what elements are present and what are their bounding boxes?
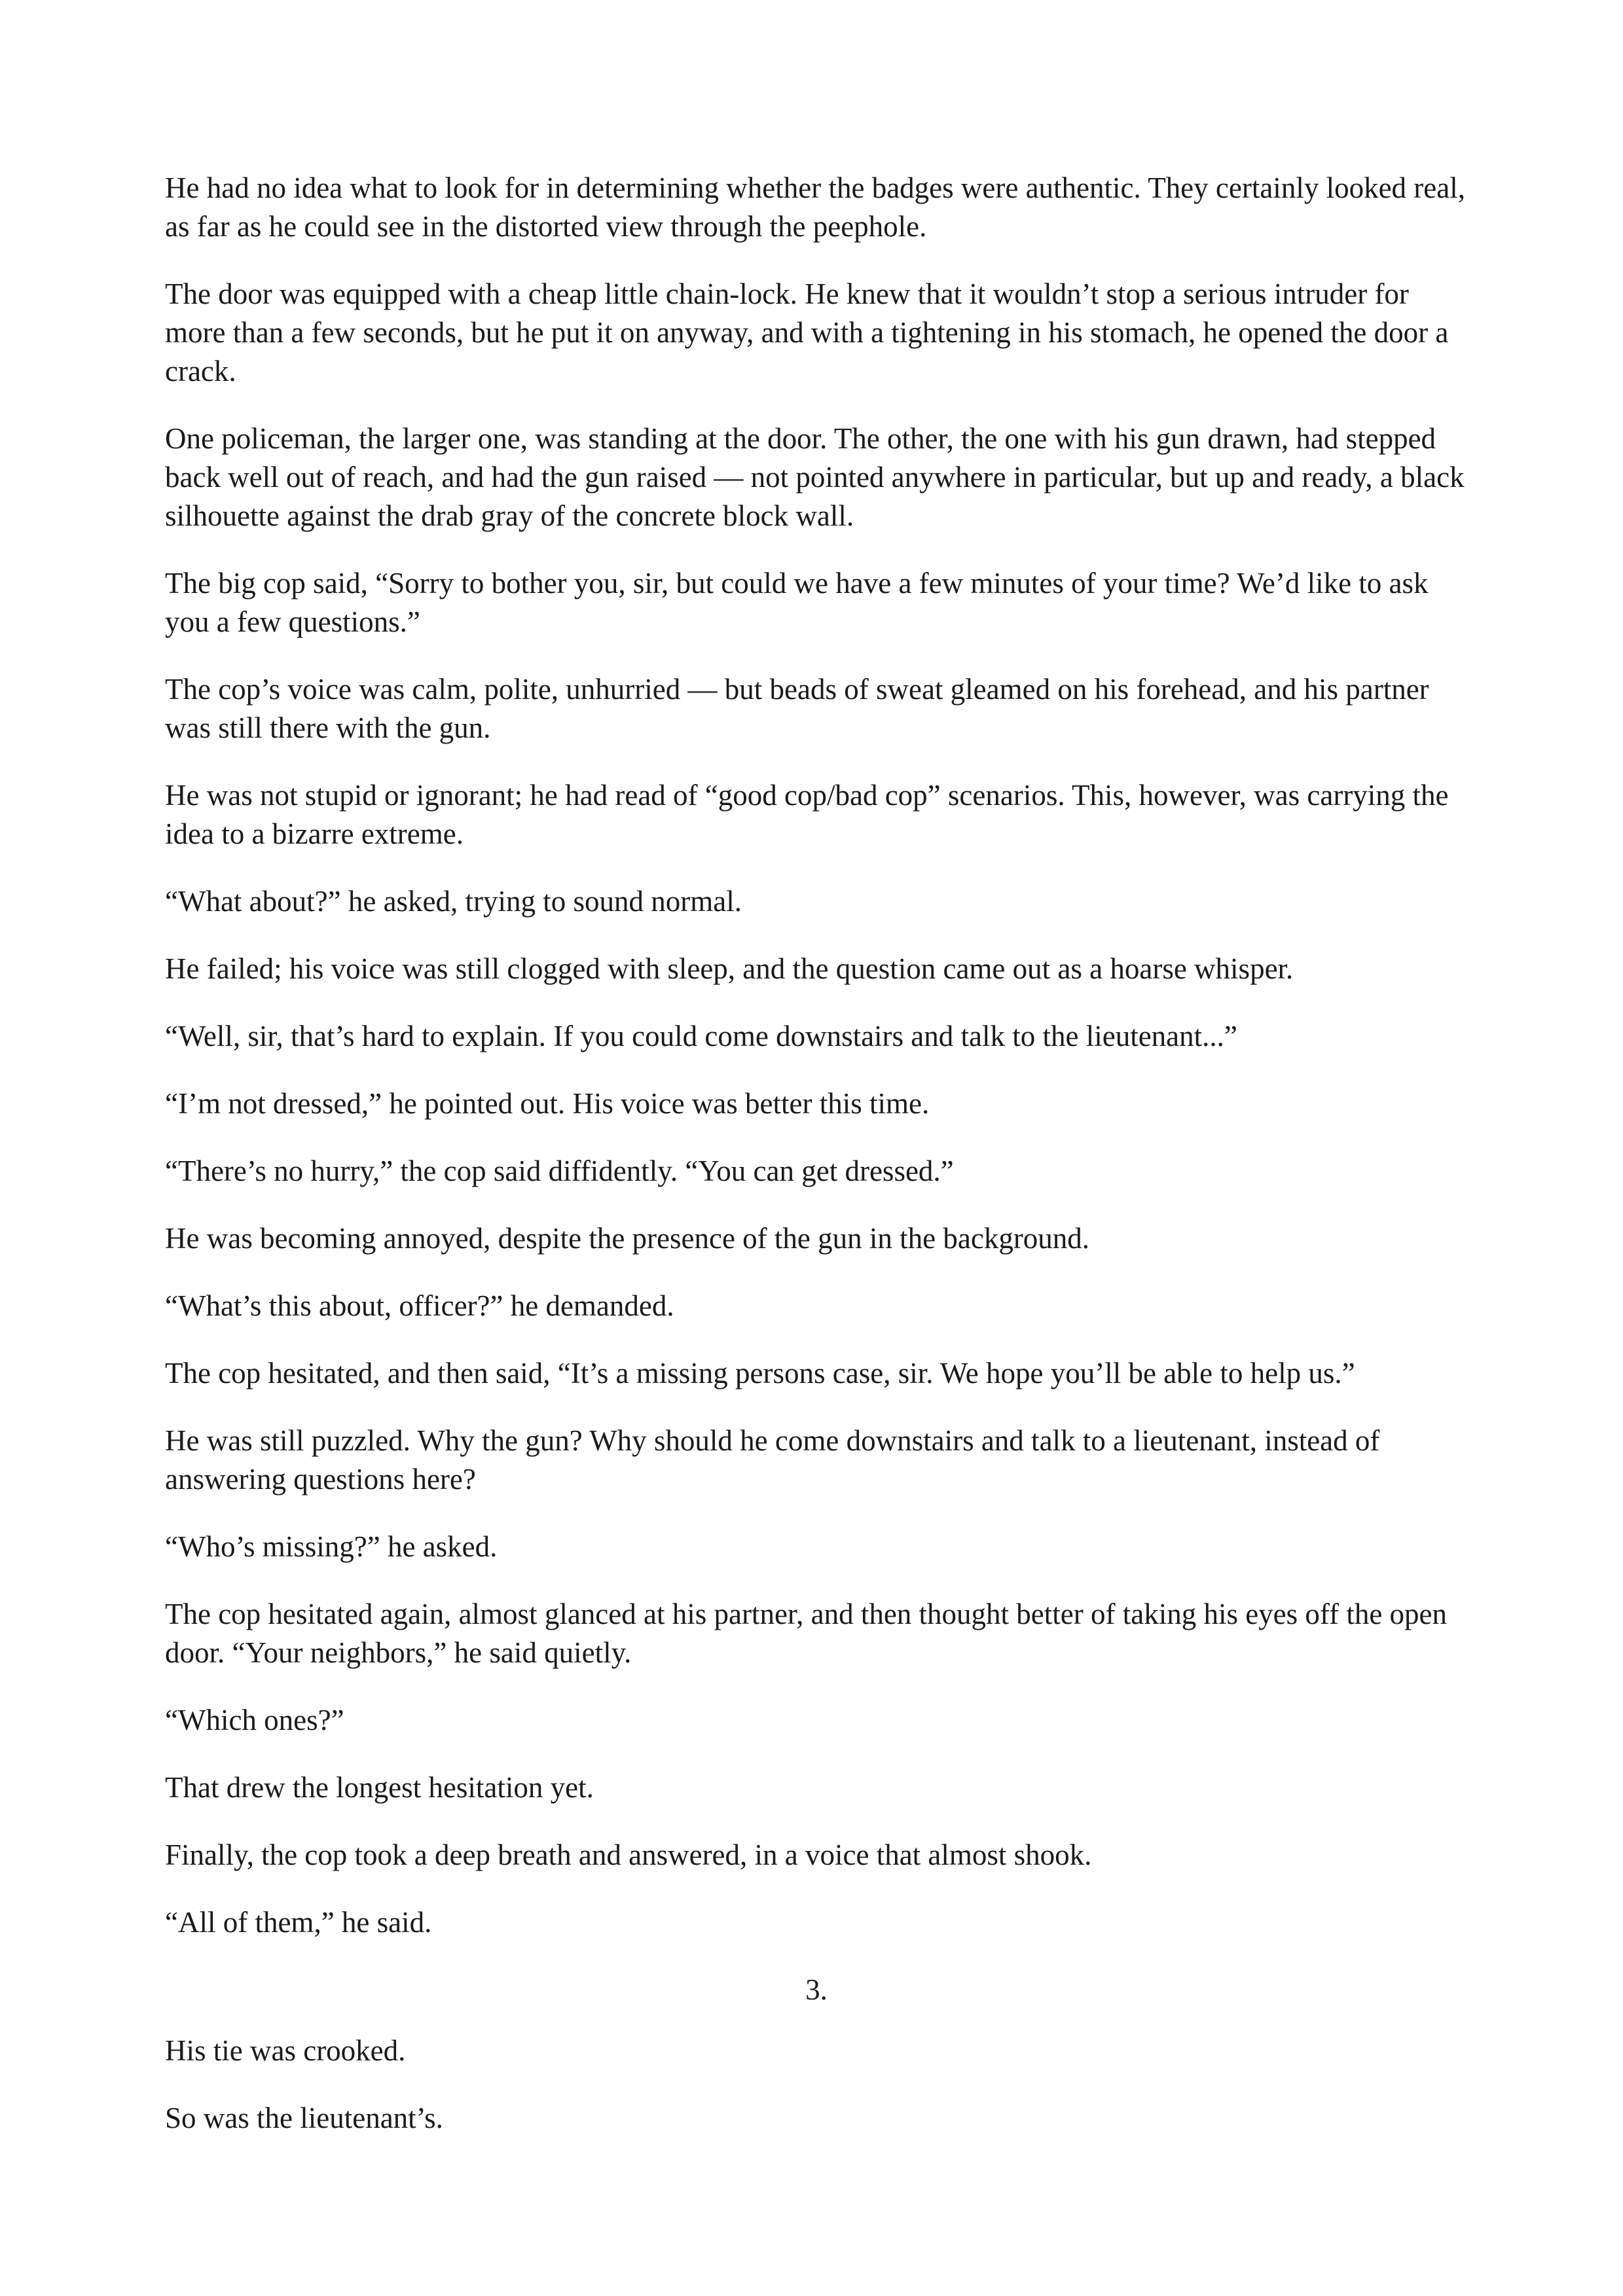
paragraph: The cop hesitated again, almost glanced at his partner, and then thought better of taking his eyes off the open door. “Your neighbors,” he said quietly.: [165, 1598, 1448, 1669]
paragraph: One policeman, the larger one, was standing at the door. The other, the one with his gun drawn, had stepped back well out of reach, and had the gun raised — not pointed anywhere in particular, but up and ready, a black silhouette against the drab gray of the concrete block wall.: [165, 422, 1465, 532]
paragraph: The big cop said, “Sorry to bother you, sir, but could we have a few minutes of your time? We’d like to ask you a few questions.”: [165, 567, 1429, 638]
paragraph: He had no idea what to look for in determining whether the badges were authentic. They certainly looked real, as far as he could see in the distorted view through the peephole.: [165, 171, 1465, 243]
paragraph: That drew the longest hesitation yet.: [165, 1771, 594, 1804]
paragraph: “All of them,” he said.: [165, 1906, 432, 1939]
paragraph: “Who’s missing?” he asked.: [165, 1530, 498, 1563]
paragraph: He was not stupid or ignorant; he had read of “good cop/bad cop” scenarios. This, however, was carrying the idea to a bizarre extreme.: [165, 779, 1449, 850]
document-page: [165, 169, 1468, 2166]
paragraph: The cop’s voice was calm, polite, unhurried — but beads of sweat gleamed on his forehead, and his partner was still there with the gun.: [165, 673, 1429, 744]
paragraph: He failed; his voice was still clogged with sleep, and the question came out as a hoarse whisper.: [165, 952, 1294, 985]
section-number: 3.: [805, 1973, 828, 2006]
paragraph: “I’m not dressed,” he pointed out. His voice was better this time.: [165, 1087, 930, 1120]
paragraph: “What about?” he asked, trying to sound normal.: [165, 885, 742, 918]
paragraph: So was the lieutenant’s.: [165, 2102, 443, 2134]
paragraph: The door was equipped with a cheap little chain-lock. He knew that it wouldn’t stop a serious intruder for more than a few seconds, but he put it on anyway, and with a tightening in his stomach, he opened the door a crack.: [165, 278, 1449, 387]
paragraph: “Well, sir, that’s hard to explain. If you could come downstairs and talk to the lieutenant...”: [165, 1020, 1237, 1052]
paragraph: “What’s this about, officer?” he demanded.: [165, 1289, 674, 1322]
paragraph: The cop hesitated, and then said, “It’s a missing persons case, sir. We hope you’ll be able to help us.”: [165, 1357, 1355, 1390]
paragraph: “There’s no hurry,” the cop said diffidently. “You can get dressed.”: [165, 1155, 954, 1187]
paragraph: “Which ones?”: [165, 1704, 344, 1736]
paragraph: He was still puzzled. Why the gun? Why should he come downstairs and talk to a lieutenant, instead of answering questions here?: [165, 1424, 1380, 1496]
paragraph: He was becoming annoyed, despite the presence of the gun in the background.: [165, 1222, 1090, 1255]
paragraph: His tie was crooked.: [165, 2034, 406, 2067]
paragraph: Finally, the cop took a deep breath and answered, in a voice that almost shook.: [165, 1839, 1092, 1871]
